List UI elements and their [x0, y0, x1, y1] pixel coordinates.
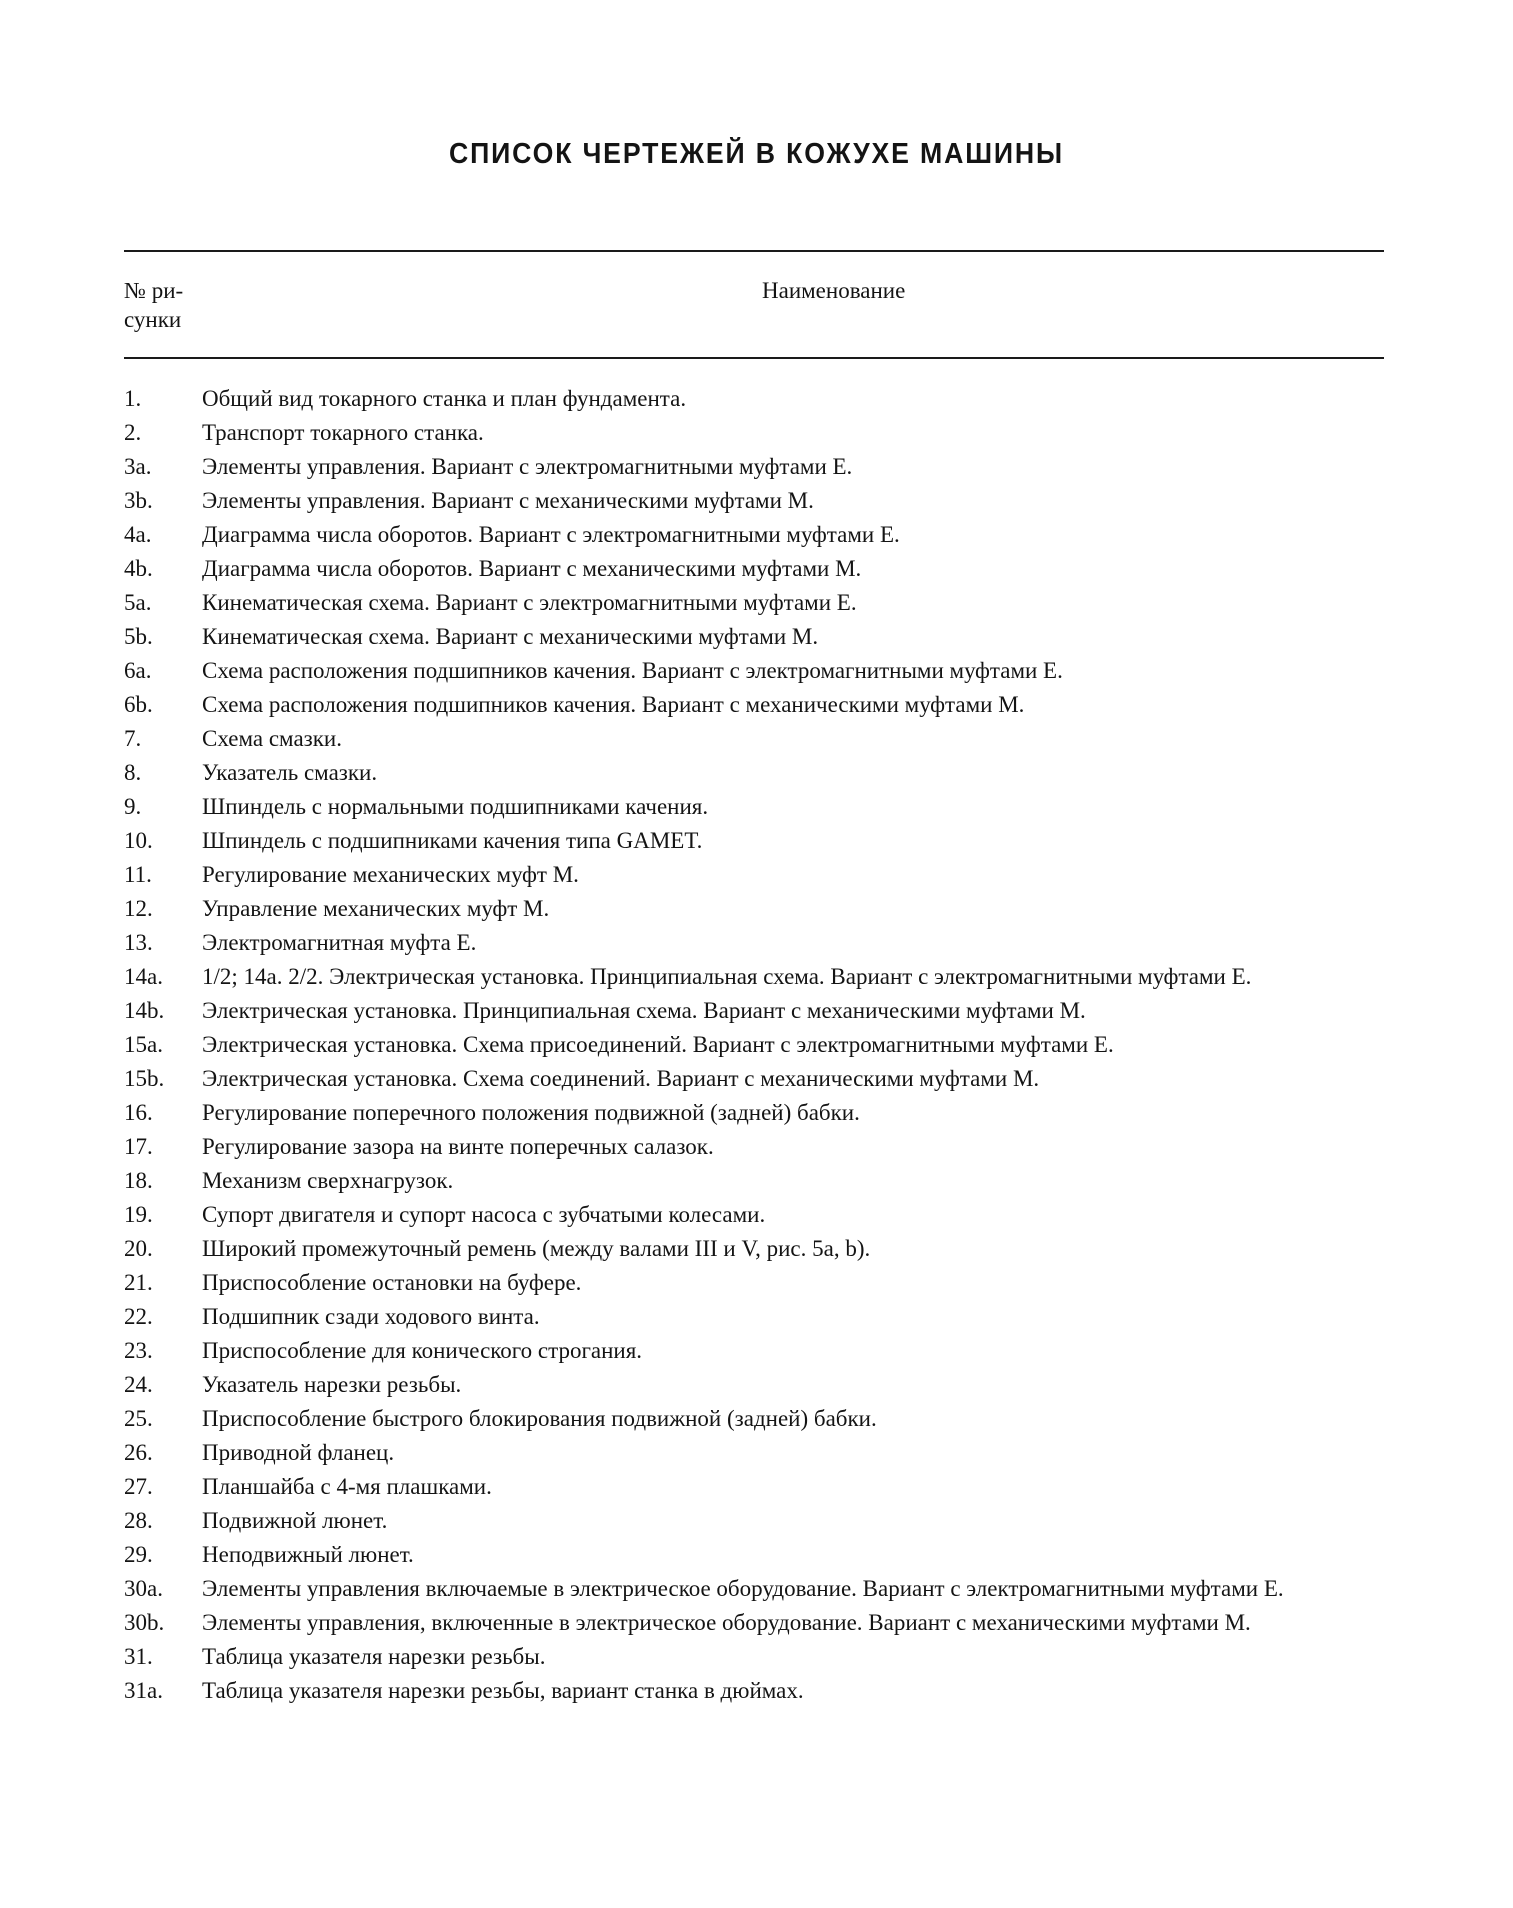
figure-title: Электрическая установка. Схема присоединений. Вариант с электромагнитными муфтами Е.: [202, 1032, 1114, 1057]
figure-number: 22.: [124, 1304, 153, 1329]
figure-number: 30b.: [124, 1610, 165, 1635]
figure-title: Транспорт токарного станка.: [202, 420, 484, 445]
figure-number: 3a.: [124, 454, 152, 479]
figure-title: Элементы управления включаемые в электрическое оборудование. Вариант с электромагнитными муфтами Е.: [202, 1576, 1284, 1601]
figure-number: 5a.: [124, 590, 152, 615]
figure-number: 1.: [124, 386, 142, 411]
figure-number: 18.: [124, 1168, 153, 1193]
figure-title: Планшайба с 4-мя плашками.: [202, 1474, 492, 1499]
list-item: [124, 622, 1386, 651]
figure-title: Электрическая установка. Схема соединений. Вариант с механическими муфтами М.: [202, 1066, 1040, 1091]
figure-title: Кинематическая схема. Вариант с механическими муфтами М.: [202, 624, 819, 649]
figure-number: 6a.: [124, 658, 152, 683]
list-item: [124, 1370, 1386, 1399]
figure-title: Регулирование зазора на винте поперечных салазок.: [202, 1134, 714, 1159]
figure-number: 5b.: [124, 624, 153, 649]
figure-number: 20.: [124, 1236, 153, 1261]
figure-number: 11.: [124, 862, 152, 887]
list-item: [124, 1438, 1386, 1467]
figure-number: 14a.: [124, 964, 163, 989]
header-bottom-rule: [124, 357, 1384, 359]
figure-title: Управление механических муфт М.: [202, 896, 550, 921]
figure-number: 31.: [124, 1644, 153, 1669]
figure-number: 15a.: [124, 1032, 163, 1057]
list-item: [124, 792, 1386, 821]
list-item: [124, 1302, 1386, 1331]
list-item: [124, 962, 1386, 991]
list-item: [124, 1030, 1386, 1059]
page-title: СПИСОК ЧЕРТЕЖЕЙ В КОЖУХЕ МАШИНЫ: [449, 138, 1064, 170]
list-item: [124, 1098, 1386, 1127]
list-item: [124, 928, 1386, 957]
list-item: [124, 588, 1386, 617]
figure-title: Шпиндель с нормальными подшипниками качения.: [202, 794, 709, 819]
figure-title: Подшипник сзади ходового винта.: [202, 1304, 540, 1329]
list-item: [124, 860, 1386, 889]
figure-title: Приспособление остановки на буфере.: [202, 1270, 582, 1295]
column-header-number-line1: № ри-: [124, 278, 184, 303]
figure-title: 1/2; 14a. 2/2. Электрическая установка. Принципиальная схема. Вариант с электромагнитными муфтами Е.: [202, 964, 1252, 989]
figure-title: Диаграмма числа оборотов. Вариант с электромагнитными муфтами Е.: [202, 522, 900, 547]
list-item: [124, 758, 1386, 787]
list-item: [124, 1166, 1386, 1195]
figure-title: Регулирование механических муфт М.: [202, 862, 579, 887]
figure-number: 12.: [124, 896, 153, 921]
list-item: [124, 1404, 1386, 1433]
figure-number: 4a.: [124, 522, 152, 547]
header-top-rule: [124, 250, 1384, 252]
column-header-number-line2: сунки: [124, 307, 182, 332]
figure-number: 16.: [124, 1100, 153, 1125]
column-header-name: Наименование: [762, 278, 906, 303]
figure-title: Приспособление быстрого блокирования подвижной (задней) бабки.: [202, 1406, 877, 1431]
figure-number: 8.: [124, 760, 142, 785]
figure-title: Широкий промежуточный ремень (между валами III и V, рис. 5a, b).: [202, 1236, 871, 1261]
figure-title: Шпиндель с подшипниками качения типа GAMET.: [202, 828, 703, 853]
figure-number: 21.: [124, 1270, 153, 1295]
figure-title: Схема расположения подшипников качения. Вариант с механическими муфтами М.: [202, 692, 1025, 717]
list-item: [124, 1132, 1386, 1161]
list-item: [124, 1268, 1386, 1297]
list-item: [124, 894, 1386, 923]
figure-title: Механизм сверхнагрузок.: [202, 1168, 454, 1193]
drawings-list: [124, 384, 1386, 1710]
list-item: [124, 554, 1386, 583]
figure-number: 7.: [124, 726, 142, 751]
figure-title: Неподвижный люнет.: [202, 1542, 414, 1567]
figure-number: 15b.: [124, 1066, 165, 1091]
list-item: [124, 486, 1386, 515]
figure-title: Кинематическая схема. Вариант с электромагнитными муфтами Е.: [202, 590, 857, 615]
figure-title: Регулирование поперечного положения подвижной (задней) бабки.: [202, 1100, 860, 1125]
list-item: [124, 996, 1386, 1025]
figure-number: 25.: [124, 1406, 153, 1431]
figure-number: 2.: [124, 420, 142, 445]
list-item: [124, 1200, 1386, 1229]
figure-number: 14b.: [124, 998, 165, 1023]
figure-title: Общий вид токарного станка и план фундамента.: [202, 386, 687, 411]
list-item: [124, 1064, 1386, 1093]
figure-title: Указатель нарезки резьбы.: [202, 1372, 462, 1397]
list-item: [124, 1676, 1386, 1705]
figure-title: Схема расположения подшипников качения. Вариант с электромагнитными муфтами Е.: [202, 658, 1063, 683]
figure-number: 29.: [124, 1542, 153, 1567]
figure-title: Электромагнитная муфта Е.: [202, 930, 477, 955]
list-item: [124, 520, 1386, 549]
figure-number: 26.: [124, 1440, 153, 1465]
list-item: [124, 1574, 1386, 1603]
list-item: [124, 656, 1386, 685]
list-item: [124, 1642, 1386, 1671]
figure-title: Элементы управления. Вариант с электромагнитными муфтами Е.: [202, 454, 853, 479]
list-item: [124, 1472, 1386, 1501]
figure-title: Приспособление для конического строгания.: [202, 1338, 643, 1363]
list-item: [124, 452, 1386, 481]
figure-number: 10.: [124, 828, 153, 853]
figure-number: 3b.: [124, 488, 153, 513]
figure-number: 27.: [124, 1474, 153, 1499]
figure-title: Указатель смазки.: [202, 760, 378, 785]
list-item: [124, 384, 1386, 413]
figure-title: Электрическая установка. Принципиальная схема. Вариант с механическими муфтами М.: [202, 998, 1086, 1023]
figure-title: Подвижной люнет.: [202, 1508, 388, 1533]
figure-title: Элементы управления. Вариант с механическими муфтами М.: [202, 488, 814, 513]
figure-number: 28.: [124, 1508, 153, 1533]
list-item: [124, 690, 1386, 719]
figure-title: Приводной фланец.: [202, 1440, 395, 1465]
figure-title: Схема смазки.: [202, 726, 342, 751]
figure-number: 23.: [124, 1338, 153, 1363]
figure-number: 19.: [124, 1202, 153, 1227]
figure-number: 9.: [124, 794, 142, 819]
list-item: [124, 1540, 1386, 1569]
figure-title: Диаграмма числа оборотов. Вариант с механическими муфтами М.: [202, 556, 862, 581]
figure-title: Таблица указателя нарезки резьбы.: [202, 1644, 546, 1669]
figure-number: 31a.: [124, 1678, 163, 1703]
figure-number: 30a.: [124, 1576, 163, 1601]
figure-number: 13.: [124, 930, 153, 955]
list-item: [124, 418, 1386, 447]
figure-number: 17.: [124, 1134, 153, 1159]
figure-number: 6b.: [124, 692, 153, 717]
column-header-number: [124, 276, 183, 334]
figure-title: Таблица указателя нарезки резьбы, вариант станка в дюймах.: [202, 1678, 804, 1703]
list-item: [124, 724, 1386, 753]
figure-number: 4b.: [124, 556, 153, 581]
list-item: [124, 1506, 1386, 1535]
list-item: [124, 826, 1386, 855]
list-item: [124, 1336, 1386, 1365]
figure-title: Супорт двигателя и супорт насоса с зубчатыми колесами.: [202, 1202, 766, 1227]
figure-title: Элементы управления, включенные в электрическое оборудование. Вариант с механическими муфтами М.: [202, 1610, 1251, 1635]
list-item: [124, 1608, 1386, 1637]
list-item: [124, 1234, 1386, 1263]
figure-number: 24.: [124, 1372, 153, 1397]
